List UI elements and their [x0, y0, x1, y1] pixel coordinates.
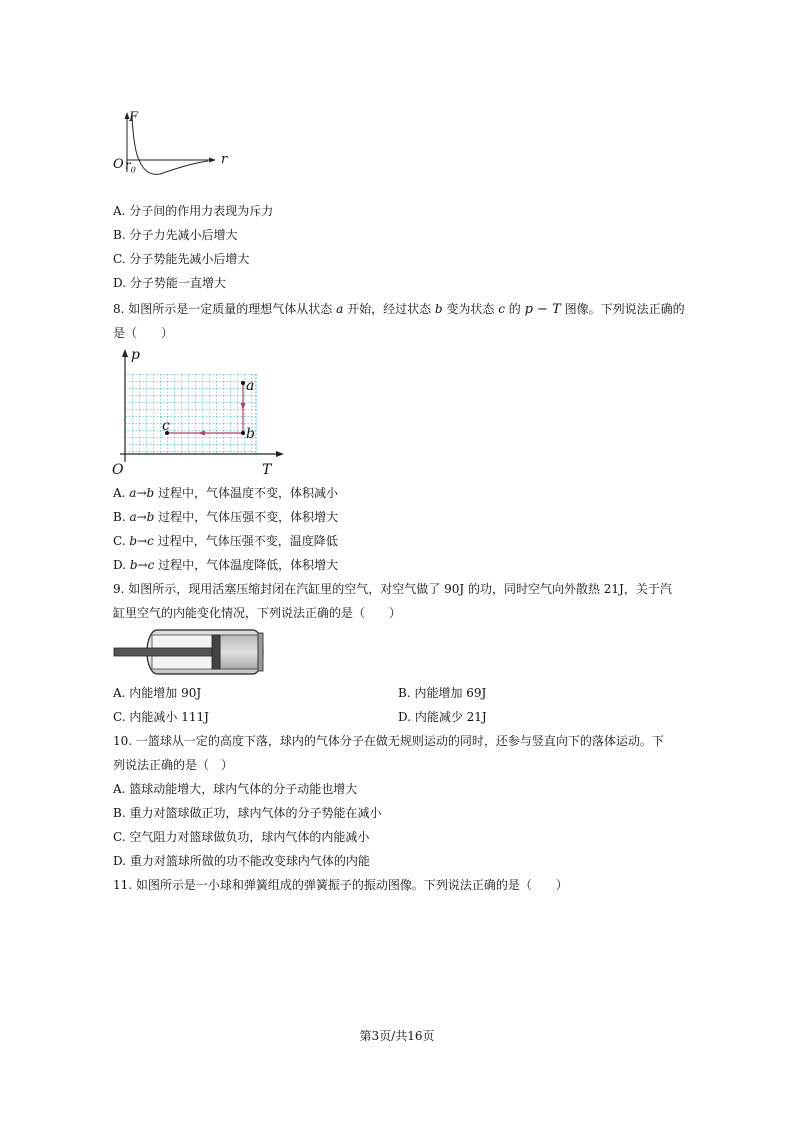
q8-option-c: [113, 533, 338, 549]
point-c-label: c: [162, 418, 170, 434]
q7-option-a: A. 分子间的作用力表现为斥力: [113, 204, 274, 218]
q8-graph-name: p − T: [524, 302, 561, 317]
pt-origin-label: O: [112, 462, 124, 478]
q8-option-a-letter: A.: [113, 486, 130, 500]
piston-cylinder-figure: [112, 628, 272, 678]
q8-option-b-text: 过程中，气体压强不变，体积增大: [154, 510, 339, 524]
p-axis-label: p: [131, 347, 140, 363]
q8-option-b-to: b: [146, 510, 155, 524]
q8-option-b-from: a: [129, 510, 137, 524]
q8-option-d: [113, 557, 338, 573]
q8-option-b-letter: B.: [113, 510, 130, 524]
q9-stem-line1: 9. 如图所示，现用活塞压缩封闭在汽缸里的空气，对空气做了 90J 的功，同时空气向外散热 21J，关于汽: [113, 582, 672, 596]
q8-option-c-from: b: [129, 534, 138, 548]
q10-option-b: B. 重力对篮球做正功，球内气体的分子势能在减小: [113, 806, 382, 820]
q8-state-c: c: [498, 302, 505, 316]
q8-option-a-text: 过程中，气体温度不变，体积减小: [154, 486, 339, 500]
q10-stem-line2: 列说法正确的是（ ）: [113, 758, 234, 772]
origin-label: O: [113, 157, 124, 172]
point-a-label: a: [246, 378, 255, 394]
q8-state-b: b: [434, 302, 443, 316]
q8-option-c-letter: C.: [113, 534, 130, 548]
q8-option-a-arrow: →: [136, 486, 147, 500]
q8-option-d-arrow: →: [137, 558, 148, 572]
q8-option-c-text: 过程中，气体压强不变，温度降低: [153, 534, 338, 548]
q8-option-a: [113, 485, 338, 501]
q8-option-b: [113, 509, 338, 525]
q8-stem-part1: 8. 如图所示是一定质量的理想气体从状态: [113, 302, 337, 316]
q9-stem-line2: 缸里空气的内能变化情况，下列说法正确的是（ ）: [113, 606, 402, 620]
q8-option-b-arrow: →: [136, 510, 147, 524]
page-number: 第3页/共16页: [359, 1029, 435, 1043]
r0-sub: 0: [130, 165, 136, 175]
q10-option-d: D. 重力对篮球所做的功不能改变球内气体的内能: [113, 854, 370, 868]
q8-stem-part2: 开始，经过状态: [343, 302, 435, 316]
q7-option-b: B. 分子力先减小后增大: [113, 228, 238, 242]
q8-option-d-text: 过程中，气体温度降低，体积增大: [154, 558, 339, 572]
q9-option-d: D. 内能减少 21J: [398, 710, 487, 724]
p-t-graph: [110, 345, 290, 475]
q8-option-a-to: b: [146, 486, 155, 500]
q9-option-c: C. 内能减小 111J: [113, 710, 209, 724]
q8-stem-line2: 是（ ）: [113, 326, 174, 340]
q9-option-a: A. 内能增加 90J: [113, 686, 202, 700]
q10-option-c: C. 空气阻力对篮球做负功，球内气体的内能减小: [113, 830, 370, 844]
q8-option-c-to: c: [147, 534, 154, 548]
q10-stem-line1: 10. 一篮球从一定的高度下落，球内的气体分子在做无规则运动的同时，还参与竖直向下的落体运动。下: [113, 734, 664, 748]
q11-stem: 11. 如图所示是一小球和弹簧组成的弹簧振子的振动图像。下列说法正确的是（ ）: [113, 878, 568, 892]
q8-stem-part4: 的: [504, 302, 525, 316]
f-axis-label: F: [129, 110, 139, 125]
q8-option-a-from: a: [129, 486, 137, 500]
q8-stem-part5: 图像。下列说法正确的: [560, 302, 685, 316]
q7-option-d: D. 分子势能一直增大: [113, 276, 226, 290]
q8-stem-part3: 变为状态: [442, 302, 499, 316]
r0-label: [125, 157, 136, 178]
r0-main: r: [125, 158, 131, 172]
q8-option-d-from: b: [129, 558, 138, 572]
point-b-label: b: [246, 426, 255, 442]
q10-option-a: A. 篮球动能增大，球内气体的分子动能也增大: [113, 782, 358, 796]
q7-option-c: C. 分子势能先减小后增大: [113, 252, 250, 266]
r-axis-label: r: [221, 152, 228, 167]
q8-option-c-arrow: →: [137, 534, 148, 548]
q8-state-a: a: [336, 302, 344, 316]
q8-option-d-to: c: [147, 558, 155, 572]
q8-option-d-letter: D.: [113, 558, 130, 572]
t-axis-label: T: [262, 462, 272, 478]
q8-stem-line1: [113, 301, 685, 318]
q9-option-b: B. 内能增加 69J: [398, 686, 487, 700]
